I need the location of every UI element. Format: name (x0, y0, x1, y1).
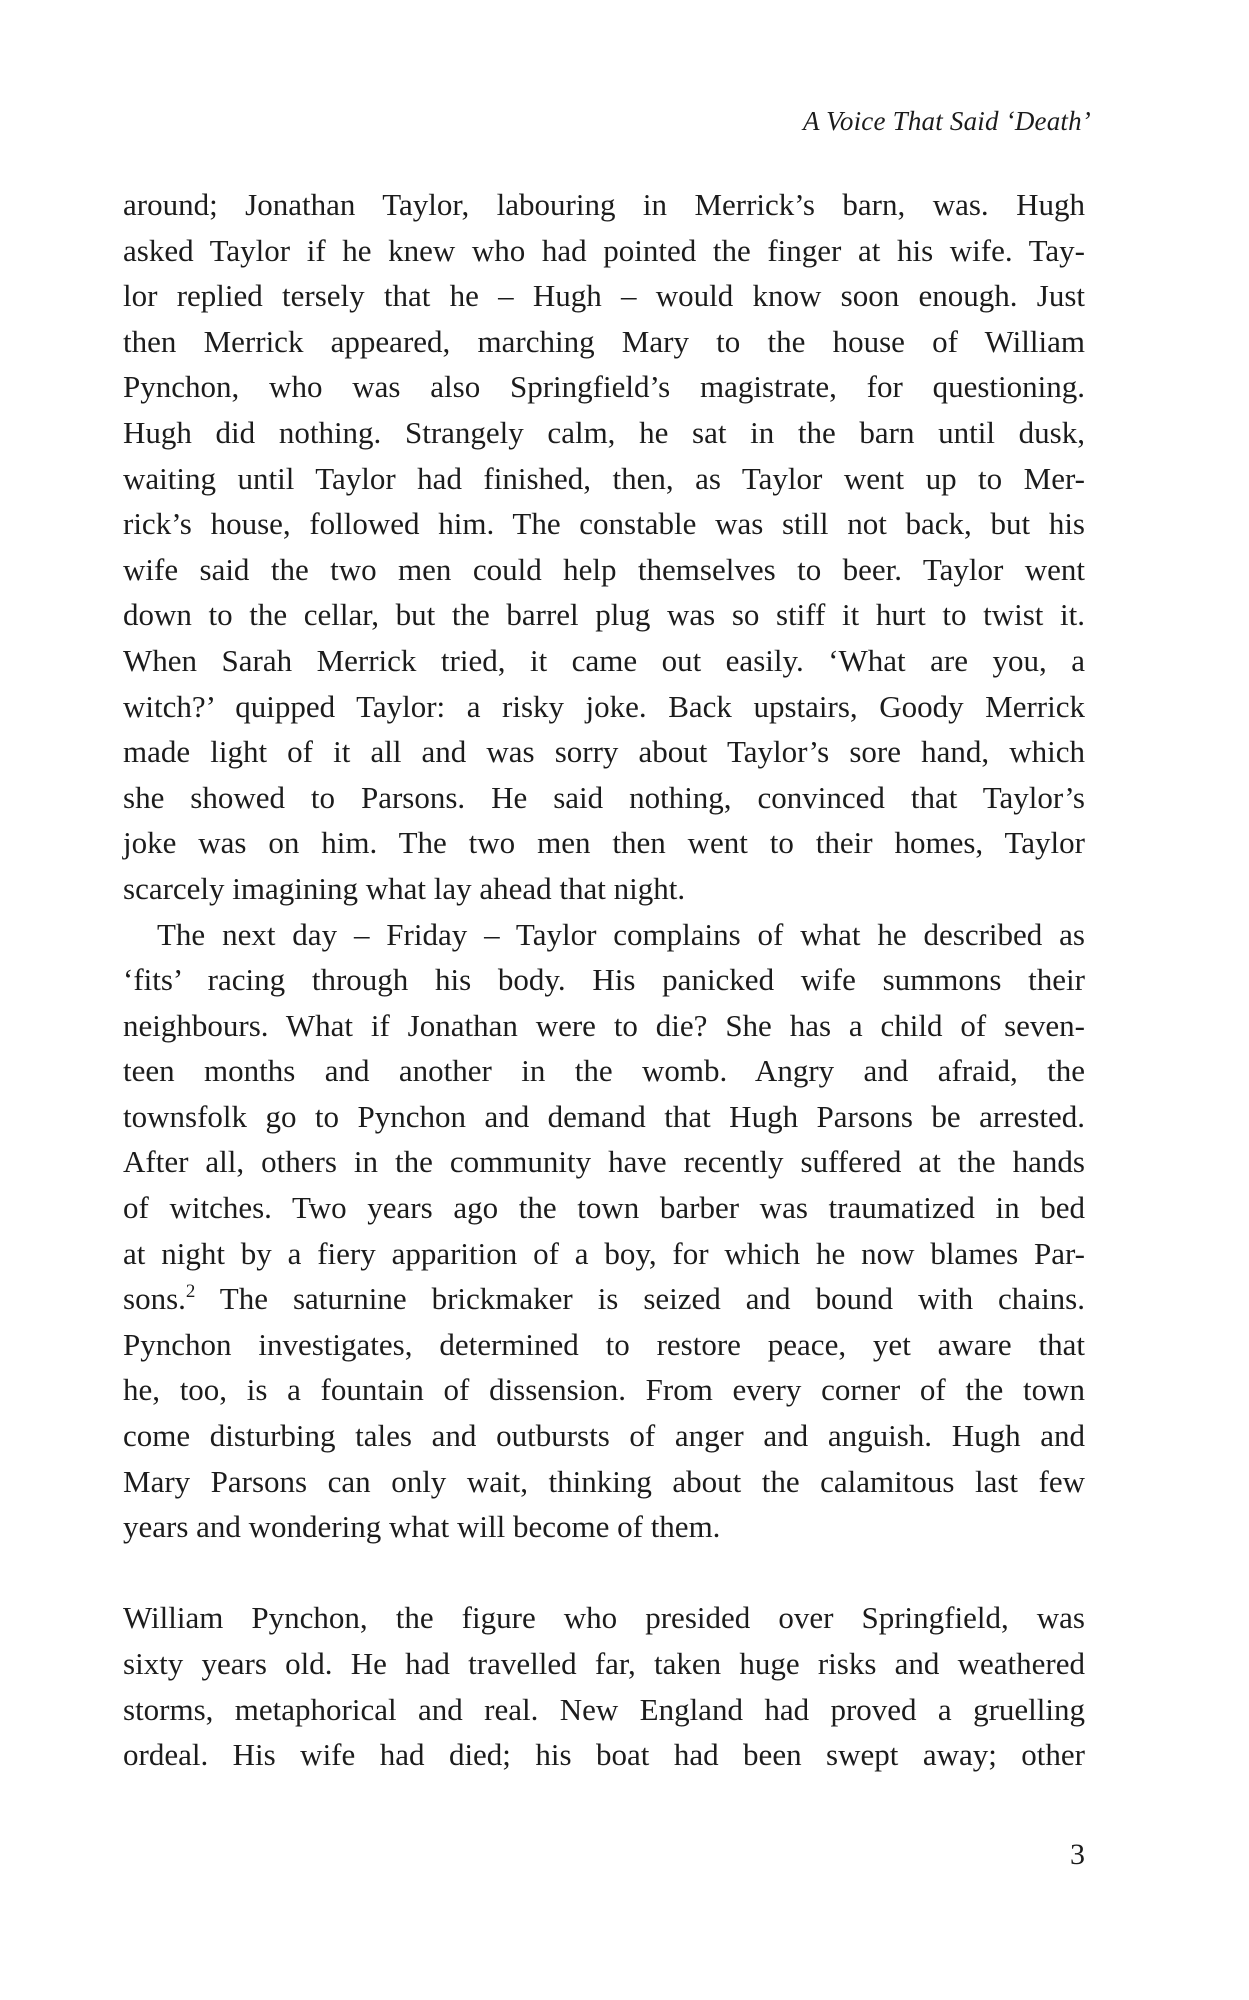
text-line: she showed to Parsons. He said nothing, convinced that Taylor’s (123, 779, 1085, 815)
text-line: The next day – Friday – Taylor complains of what he described as (157, 916, 1085, 952)
text-line: townsfolk go to Pynchon and demand that Hugh Parsons be arrested. (123, 1098, 1085, 1134)
text-line: lor replied tersely that he – Hugh – would know soon enough. Just (123, 278, 1085, 314)
text-line: then Merrick appeared, marching Mary to the house of William (123, 323, 1085, 359)
paragraph-1 (123, 182, 1085, 912)
text-line: years and wondering what will become of them. (123, 1509, 721, 1545)
text-line: After all, others in the community have recently suffered at the hands (123, 1144, 1085, 1180)
text-line: ‘fits’ racing through his body. His panicked wife summons their (123, 962, 1085, 998)
text-line: rick’s house, followed him. The constable was still not back, but his (123, 506, 1085, 542)
text-line: scarcely imagining what lay ahead that night. (123, 870, 686, 906)
section-break (123, 1550, 1085, 1596)
text-line: at night by a fiery apparition of a boy, for which he now blames Par- (123, 1235, 1085, 1271)
text-line: ordeal. His wife had died; his boat had been swept away; other (123, 1737, 1085, 1773)
text-line: around; Jonathan Taylor, labouring in Merrick’s barn, was. Hugh (123, 187, 1085, 222)
text-line: storms, metaphorical and real. New England had proved a gruelling (123, 1691, 1085, 1727)
footnote-marker: 2 (185, 1281, 196, 1303)
text-line: Hugh did nothing. Strangely calm, he sat in the barn until dusk, (123, 414, 1085, 450)
text-line-with-footnote (123, 1276, 1085, 1322)
text-line: of witches. Two years ago the town barber was traumatized in bed (123, 1190, 1085, 1226)
text-line: Mary Parsons can only wait, thinking about the calamitous last few (123, 1463, 1085, 1499)
text-line: William Pynchon, the figure who presided over Springfield, was (123, 1600, 1085, 1636)
text-line: come disturbing tales and outbursts of anger and anguish. Hugh and (123, 1418, 1085, 1454)
paragraph-3 (123, 1595, 1085, 1777)
text-line: neighbours. What if Jonathan were to die? She has a child of seven- (123, 1007, 1085, 1043)
text-line: teen months and another in the womb. Angry and afraid, the (123, 1053, 1085, 1089)
text-line: witch?’ quipped Taylor: a risky joke. Back upstairs, Goody Merrick (123, 688, 1085, 724)
text-line: wife said the two men could help themselves to beer. Taylor went (123, 551, 1085, 587)
text-line: Pynchon investigates, determined to restore peace, yet aware that (123, 1326, 1085, 1362)
text-fragment: The saturnine brickmaker is seized and bound with chains. (195, 1281, 1085, 1317)
text-line: asked Taylor if he knew who had pointed the finger at his wife. Tay- (123, 232, 1085, 268)
body-text (123, 182, 1085, 1778)
text-line: made light of it all and was sorry about Taylor’s sore hand, which (123, 734, 1085, 770)
text-line: sixty years old. He had travelled far, taken huge risks and weathered (123, 1646, 1085, 1681)
paragraph-2 (123, 912, 1085, 1550)
running-head: A Voice That Said ‘Death’ (803, 106, 1091, 136)
page-number: 3 (1070, 1838, 1085, 1871)
text-line: Pynchon, who was also Springfield’s magistrate, for questioning. (123, 369, 1085, 405)
text-line: he, too, is a fountain of dissension. From every corner of the town (123, 1372, 1085, 1408)
text-line: down to the cellar, but the barrel plug was so stiff it hurt to twist it. (123, 597, 1085, 633)
text-line: When Sarah Merrick tried, it came out easily. ‘What are you, a (123, 642, 1085, 678)
text-line: waiting until Taylor had finished, then, as Taylor went up to Mer- (123, 460, 1085, 496)
text-fragment: sons. (123, 1281, 186, 1317)
text-line: joke was on him. The two men then went to their homes, Taylor (123, 825, 1085, 861)
